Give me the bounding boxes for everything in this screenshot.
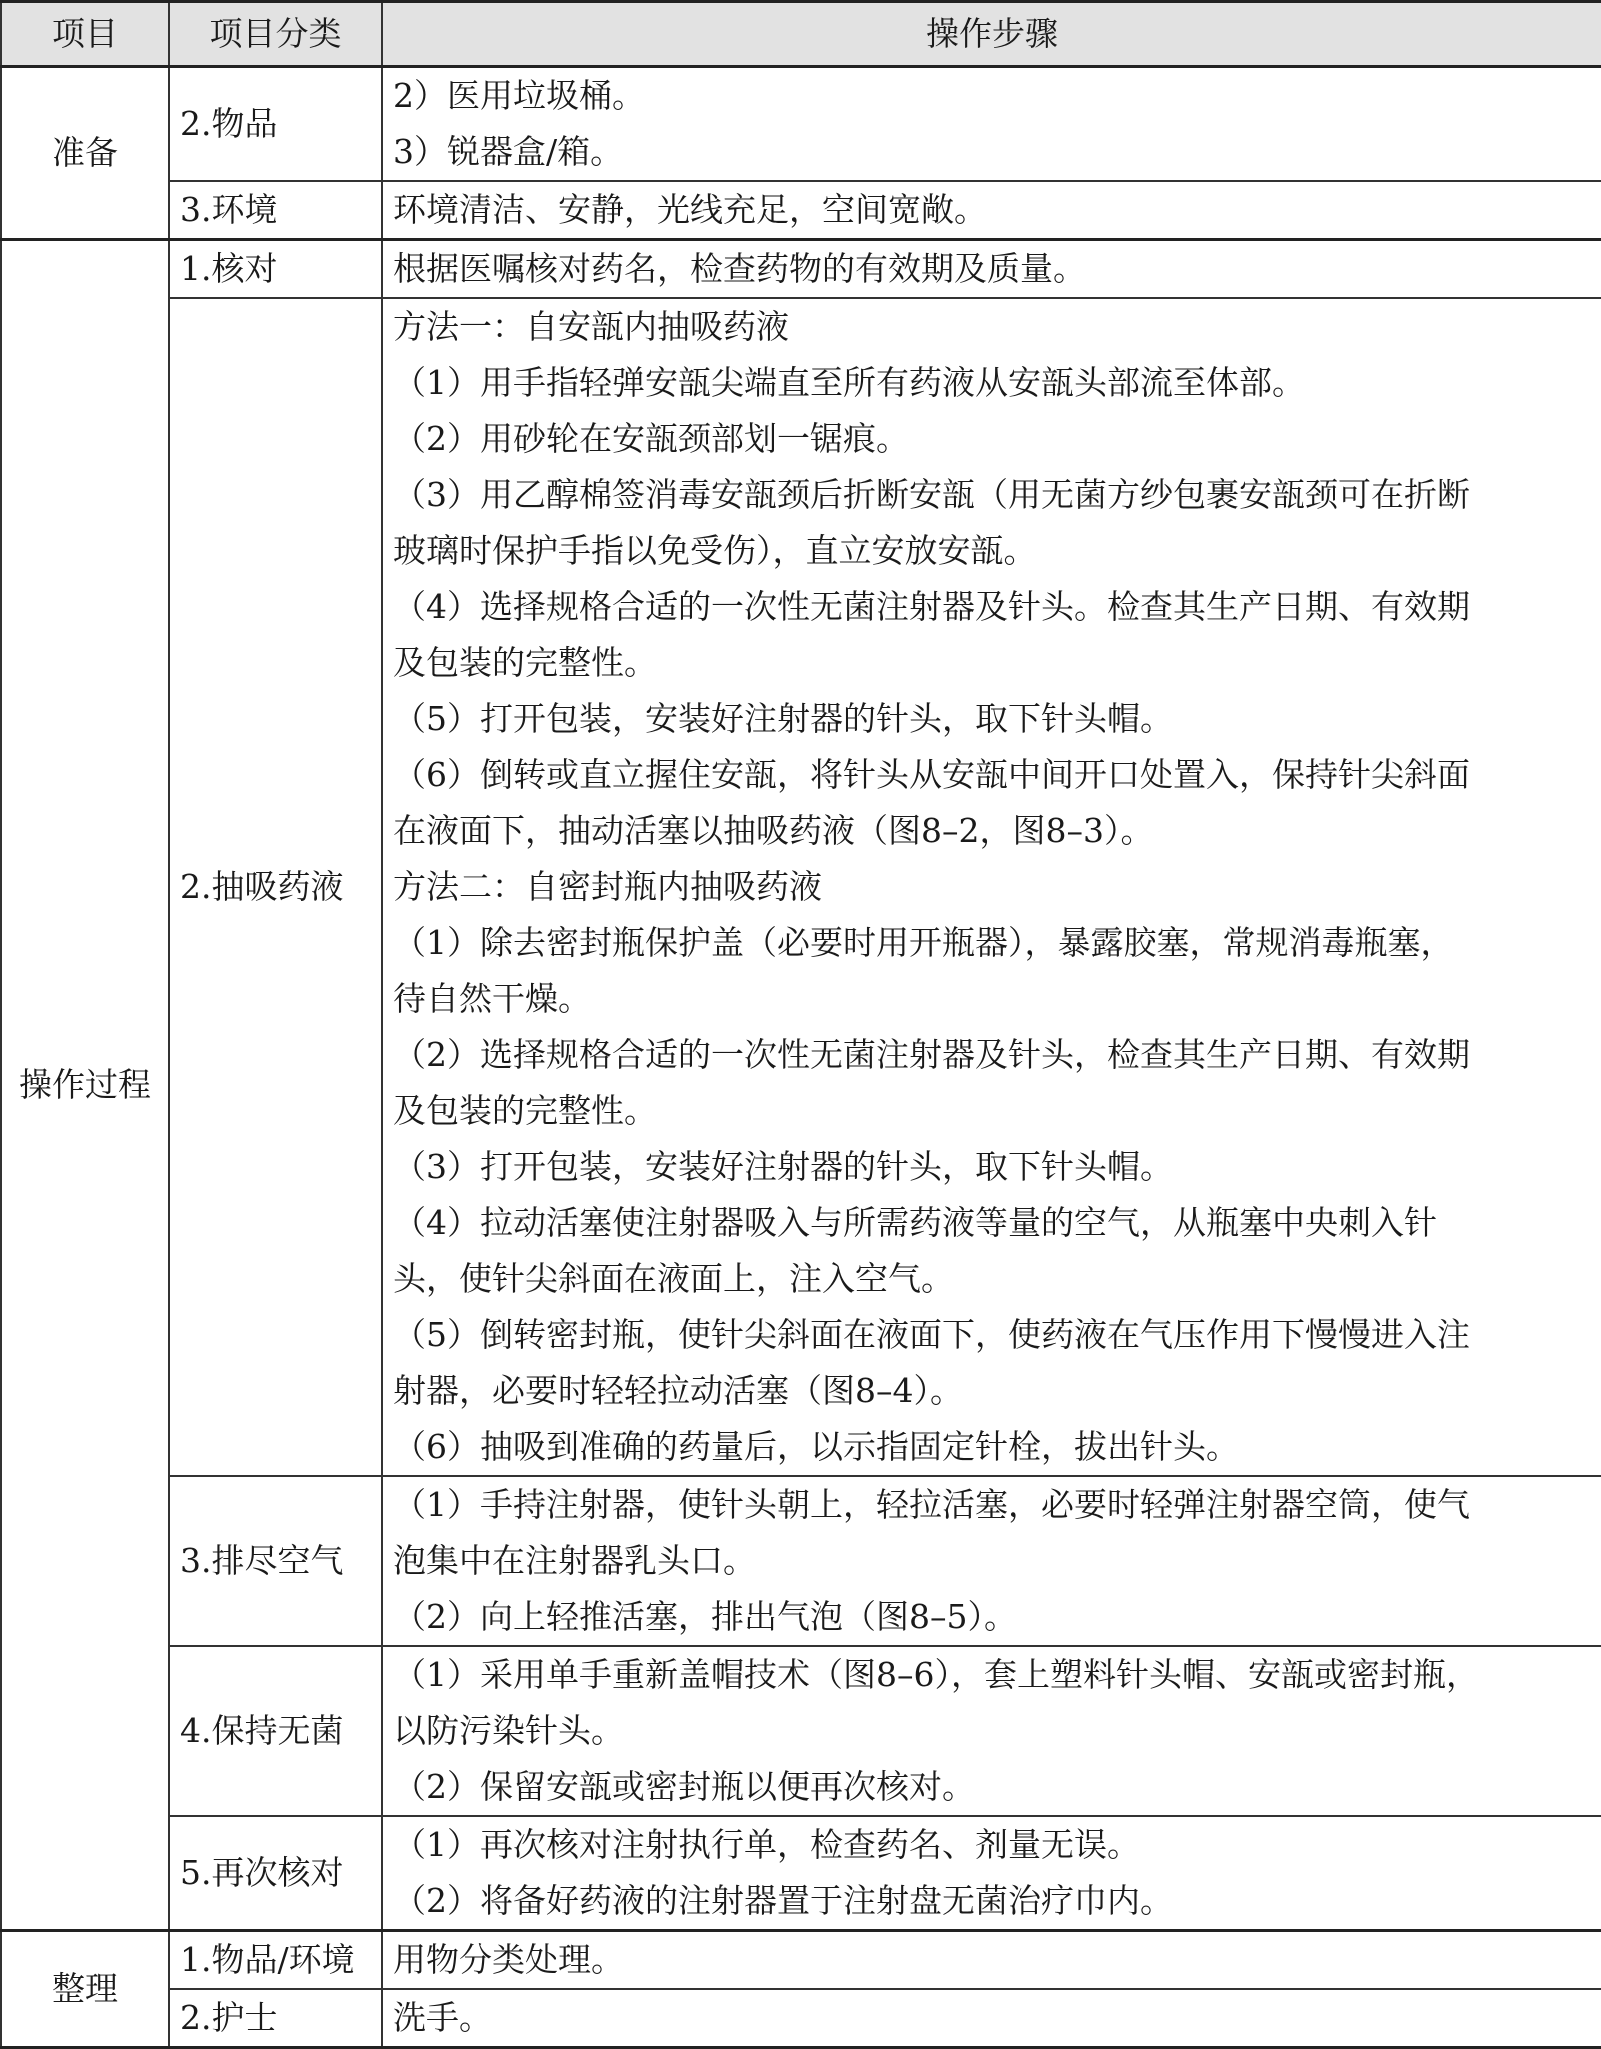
step-line: 方法一：自安瓿内抽吸药液 — [393, 307, 789, 346]
step-line: （5）打开包装，安装好注射器的针头，取下针头帽。 — [393, 699, 1173, 738]
step-line: （1）再次核对注射执行单，检查药名、剂量无误。 — [393, 1825, 1140, 1864]
category-cell: 2.护士 — [169, 1989, 382, 2048]
steps-cell — [382, 67, 1601, 182]
table-header-row — [1, 2, 1601, 67]
steps-cell — [382, 1646, 1601, 1816]
step-line: 根据医嘱核对药名，检查药物的有效期及质量。 — [393, 249, 1086, 288]
steps-cell — [382, 1931, 1601, 1990]
step-line: （6）倒转或直立握住安瓿，将针头从安瓿中间开口处置入，保持针尖斜面 — [393, 755, 1470, 794]
step-line: （1）手持注射器，使针头朝上，轻拉活塞，必要时轻弹注射器空筒，使气 — [393, 1485, 1470, 1524]
category-cell: 1.物品/环境 — [169, 1931, 382, 1990]
steps-cell — [382, 1816, 1601, 1931]
category-cell: 5.再次核对 — [169, 1816, 382, 1931]
step-line: （3）打开包装，安装好注射器的针头，取下针头帽。 — [393, 1147, 1173, 1186]
step-line: （5）倒转密封瓶，使针尖斜面在液面下，使药液在气压作用下慢慢进入注 — [393, 1315, 1470, 1354]
table-row — [1, 1931, 1601, 1990]
item-cell: 整理 — [1, 1931, 169, 2048]
section-2 — [1, 1931, 1601, 2048]
step-line: （1）采用单手重新盖帽技术（图8–6），套上塑料针头帽、安瓿或密封瓶， — [393, 1655, 1479, 1694]
step-line: 头，使针尖斜面在液面上，注入空气。 — [393, 1259, 954, 1298]
steps-cell — [382, 298, 1601, 1476]
category-cell: 1.核对 — [169, 240, 382, 299]
category-cell: 3.排尽空气 — [169, 1476, 382, 1646]
steps-cell — [382, 1989, 1601, 2048]
step-line: 泡集中在注射器乳头口。 — [393, 1541, 756, 1580]
step-line: 3）锐器盒/箱。 — [393, 132, 624, 171]
item-cell: 准备 — [1, 67, 169, 240]
step-line: 环境清洁、安静，光线充足，空间宽敞。 — [393, 190, 987, 229]
step-line: 待自然干燥。 — [393, 979, 591, 1018]
table-row — [1, 1816, 1601, 1931]
header-steps: 操作步骤 — [382, 2, 1601, 67]
step-line: 玻璃时保护手指以免受伤），直立安放安瓿。 — [393, 531, 1037, 570]
step-line: 以防污染针头。 — [393, 1711, 624, 1750]
category-cell: 4.保持无菌 — [169, 1646, 382, 1816]
table-row — [1, 240, 1601, 299]
step-line: 2）医用垃圾桶。 — [393, 76, 645, 115]
table-row — [1, 181, 1601, 240]
category-cell: 2.抽吸药液 — [169, 298, 382, 1476]
step-line: （1）除去密封瓶保护盖（必要时用开瓶器），暴露胶塞，常规消毒瓶塞， — [393, 923, 1454, 962]
header-category: 项目分类 — [169, 2, 382, 67]
step-line: 射器，必要时轻轻拉动活塞（图8–4）。 — [393, 1371, 963, 1410]
step-line: （4）选择规格合适的一次性无菌注射器及针头。检查其生产日期、有效期 — [393, 587, 1470, 626]
step-line: 洗手。 — [393, 1998, 492, 2037]
step-line: 及包装的完整性。 — [393, 1091, 657, 1130]
step-line: （1）用手指轻弹安瓿尖端直至所有药液从安瓿头部流至体部。 — [393, 363, 1305, 402]
steps-cell — [382, 181, 1601, 240]
section-0 — [1, 67, 1601, 240]
table-row — [1, 1989, 1601, 2048]
table-row — [1, 67, 1601, 182]
category-cell: 3.环境 — [169, 181, 382, 240]
step-line: （2）保留安瓿或密封瓶以便再次核对。 — [393, 1767, 975, 1806]
step-line: （2）将备好药液的注射器置于注射盘无菌治疗巾内。 — [393, 1881, 1173, 1920]
step-line: 及包装的完整性。 — [393, 643, 657, 682]
step-line: 用物分类处理。 — [393, 1940, 624, 1979]
steps-cell — [382, 240, 1601, 299]
table-row — [1, 1476, 1601, 1646]
step-line: （3）用乙醇棉签消毒安瓿颈后折断安瓿（用无菌方纱包裹安瓿颈可在折断 — [393, 475, 1470, 514]
step-line: 方法二：自密封瓶内抽吸药液 — [393, 867, 822, 906]
step-line: （2）向上轻推活塞，排出气泡（图8–5）。 — [393, 1597, 1017, 1636]
step-line: （4）拉动活塞使注射器吸入与所需药液等量的空气，从瓶塞中央刺入针 — [393, 1203, 1437, 1242]
step-line: （2）选择规格合适的一次性无菌注射器及针头，检查其生产日期、有效期 — [393, 1035, 1470, 1074]
table-row — [1, 298, 1601, 1476]
header-item: 项目 — [1, 2, 169, 67]
item-cell: 操作过程 — [1, 240, 169, 1931]
table-row — [1, 1646, 1601, 1816]
section-1 — [1, 240, 1601, 1931]
step-line: （2）用砂轮在安瓿颈部划一锯痕。 — [393, 419, 909, 458]
category-cell: 2.物品 — [169, 67, 382, 182]
steps-cell — [382, 1476, 1601, 1646]
step-line: （6）抽吸到准确的药量后，以示指固定针栓，拔出针头。 — [393, 1427, 1239, 1466]
step-line: 在液面下，抽动活塞以抽吸药液（图8–2，图8–3）。 — [393, 811, 1154, 850]
